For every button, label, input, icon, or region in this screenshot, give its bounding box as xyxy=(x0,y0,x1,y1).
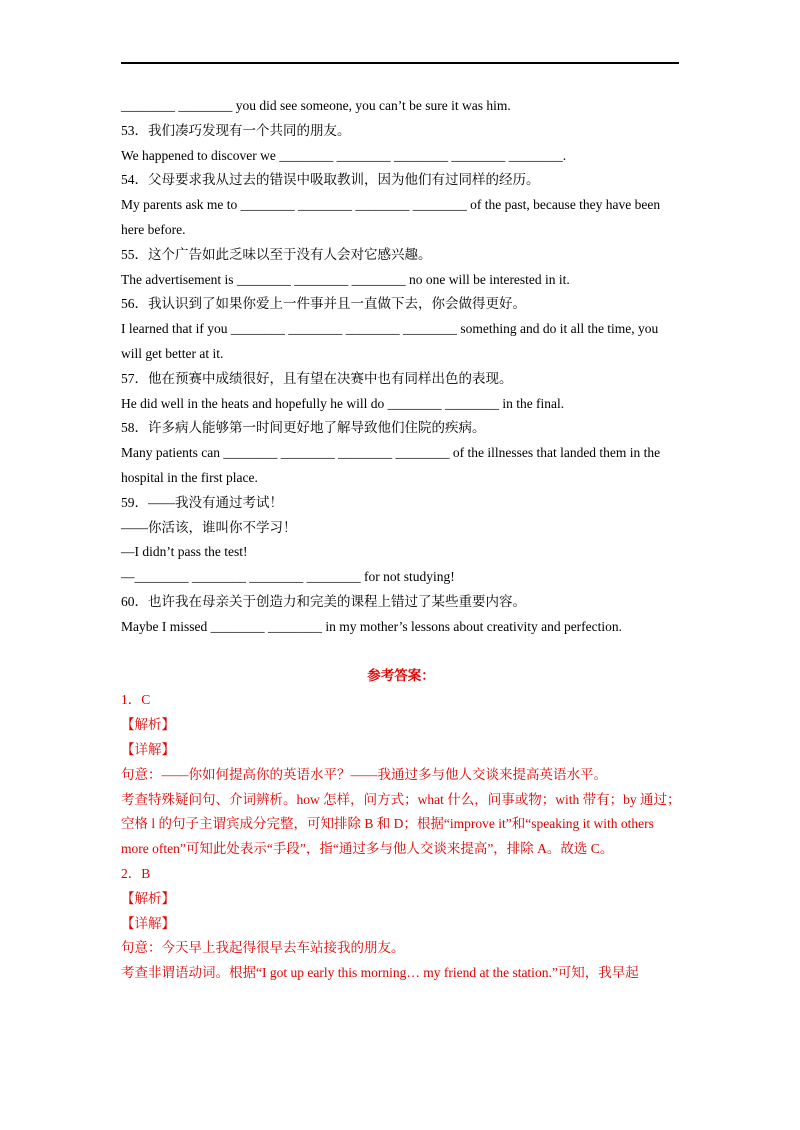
q54-chinese: 54．父母要求我从过去的错误中吸取教训，因为他们有过同样的经历。 xyxy=(121,172,540,188)
q59-chinese: 59．——我没有通过考试！ xyxy=(121,494,283,510)
q52-tail: ________ ________ you did see someone, you can’t be sure it was him. xyxy=(121,98,511,113)
answers-title: 参考答案： xyxy=(367,667,435,683)
answer-2-jiexi: 【解析】 xyxy=(121,890,175,906)
q58-chinese: 58．许多病人能够第一时间更好地了解导致他们住院的疾病。 xyxy=(121,420,486,436)
q55-chinese: 55．这个广告如此乏味以至于没有人会对它感兴趣。 xyxy=(121,246,432,262)
q60-chinese: 60．也许我在母亲关于创造力和完美的课程上错过了某些重要内容。 xyxy=(121,593,526,609)
answer-2-analysis: 考查非谓语动词。根据“I got up early this morning… my friend at the station.”可知，我早起 xyxy=(121,965,639,981)
q56-english: I learned that if you ________ ________ ________ ________ something and do it all the time, you will get better at it. xyxy=(121,321,659,361)
q59-english-reply: —________ ________ ________ ________ for not studying! xyxy=(121,569,455,585)
q58-english: Many patients can ________ ________ ________ ________ of the illnesses that landed them in the hospital in the first place. xyxy=(121,445,661,485)
document-content xyxy=(121,94,681,986)
answer-1-meaning: 句意：——你如何提高你的英语水平？——我通过多与他人交谈来提高英语水平。 xyxy=(121,766,607,782)
answer-2-number: 2．B xyxy=(121,865,151,881)
q55-english: The advertisement is ________ ________ ________ no one will be interested in it. xyxy=(121,271,570,287)
q53-english: We happened to discover we ________ ________ ________ ________ ________. xyxy=(121,147,567,163)
q59-english: —I didn’t pass the test! xyxy=(121,544,248,560)
q60-english: Maybe I missed ________ ________ in my mother’s lessons about creativity and perfection. xyxy=(121,618,623,634)
q54-english: My parents ask me to ________ ________ ________ ________ of the past, because they have been here before. xyxy=(121,197,661,237)
q56-chinese: 56．我认识到了如果你爱上一件事并且一直做下去，你会做得更好。 xyxy=(121,296,526,312)
q57-english: He did well in the heats and hopefully he will do ________ ________ in the final. xyxy=(121,395,565,411)
header-rule xyxy=(121,62,679,64)
answer-1-analysis: 考查特殊疑问句、介词辨析。how 怎样，问方式；what 什么，问事或物；with 带有；by 通过；空格 l 的句子主谓宾成分完整，可知排除 B 和 D；根据“improve it”和“speaking it with others more often”可知此处表示“手段”，指“通过多与他人交谈来提高”，排除 A。故选 C。 xyxy=(121,791,681,857)
q57-chinese: 57．他在预赛中成绩很好，且有望在决赛中也有同样出色的表现。 xyxy=(121,370,513,386)
q53-chinese: 53．我们凑巧发现有一个共同的朋友。 xyxy=(121,122,351,138)
answer-1-number: 1．C xyxy=(121,692,151,708)
answer-2-meaning: 句意：今天早上我起得很早去车站接我的朋友。 xyxy=(121,940,405,956)
q59-chinese-reply: ——你活该，谁叫你不学习！ xyxy=(121,519,297,535)
answer-1-xiangjie: 【详解】 xyxy=(121,741,175,757)
answer-2-xiangjie: 【详解】 xyxy=(121,915,175,931)
answer-1-jiexi: 【解析】 xyxy=(121,717,175,733)
